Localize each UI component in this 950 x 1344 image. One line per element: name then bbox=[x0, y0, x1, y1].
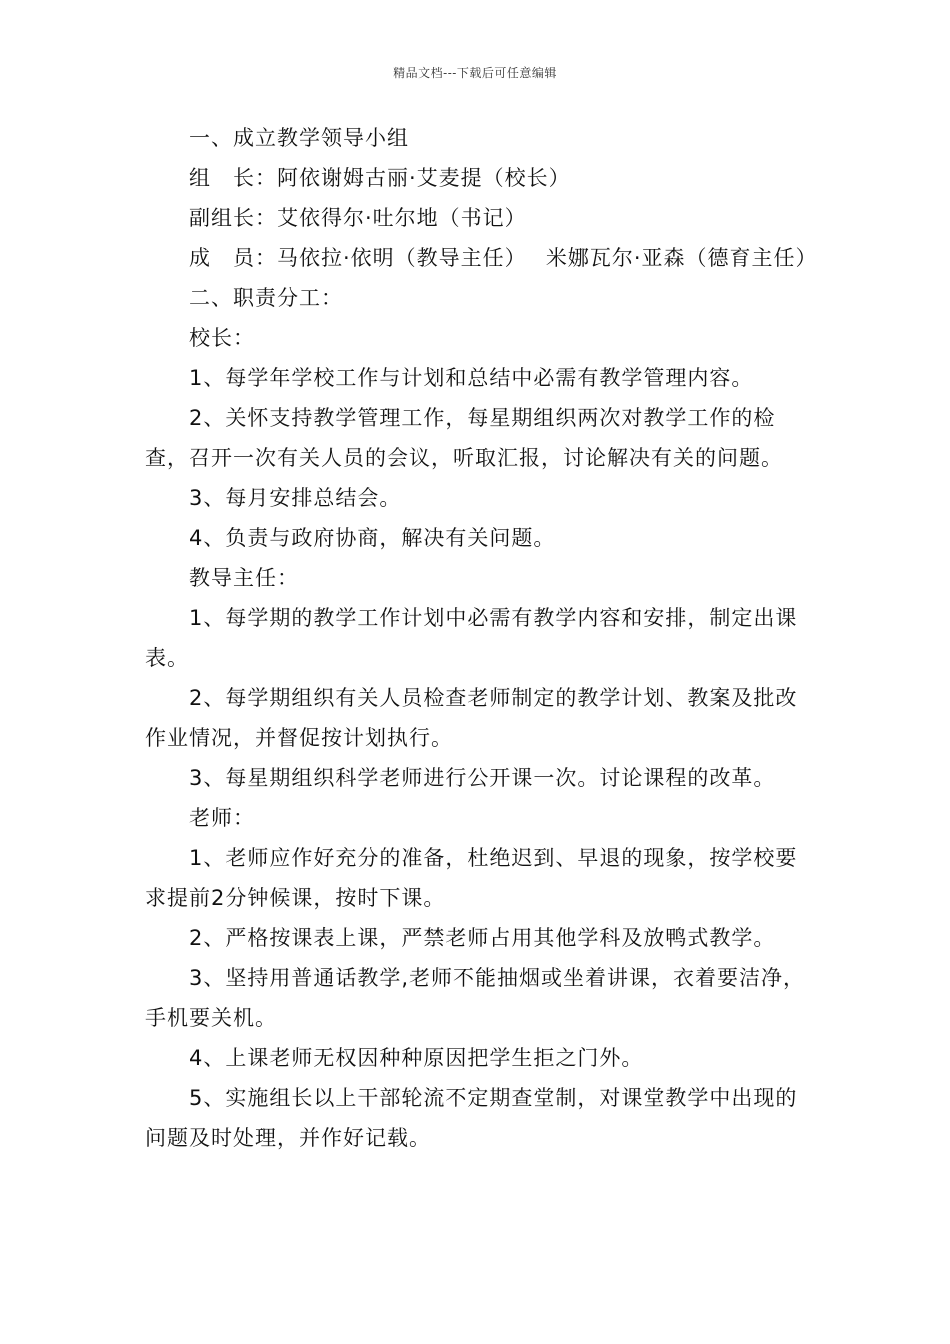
section-heading-leadership-group: 一、成立教学领导小组 bbox=[189, 126, 409, 150]
teacher-heading: 老师： bbox=[189, 806, 255, 830]
members-line: 成 员：马依拉·依明（教导主任） 米娜瓦尔·亚森（德育主任） bbox=[189, 246, 818, 270]
teacher-duty-3: 3、坚持用普通话教学,老师不能抽烟或坐着讲课，衣着要洁净，手机要关机。 bbox=[145, 966, 806, 1030]
teacher-duty-1: 1、老师应作好充分的准备，杜绝迟到、早退的现象，按学校要求提前2分钟候课，按时下课。 bbox=[145, 846, 798, 910]
deputy-leader-line: 副组长：艾依得尔·吐尔地（书记） bbox=[189, 206, 527, 230]
team-leader-line: 组 长：阿依谢姆古丽·艾麦提（校长） bbox=[189, 166, 571, 190]
principal-heading: 校长： bbox=[189, 326, 255, 350]
principal-duty-2: 2、关怀支持教学管理工作，每星期组织两次对教学工作的检查，召开一次有关人员的会议，听取汇报，讨论解决有关的问题。 bbox=[145, 406, 783, 470]
document-body bbox=[145, 118, 818, 1158]
teacher-duty-5: 5、实施组长以上干部轮流不定期查堂制，对课堂教学中出现的问题及时处理，并作好记载。 bbox=[145, 1086, 798, 1150]
principal-duty-4: 4、负责与政府协商，解决有关问题。 bbox=[189, 526, 556, 550]
page-header: 精品文档---下载后可任意编辑 bbox=[393, 66, 557, 80]
principal-duty-1: 1、每学年学校工作与计划和总结中必需有教学管理内容。 bbox=[189, 366, 754, 390]
teacher-duty-4: 4、上课老师无权因种种原因把学生拒之门外。 bbox=[189, 1046, 644, 1070]
section-heading-duties: 二、职责分工： bbox=[189, 286, 343, 310]
dean-duty-3: 3、每星期组织科学老师进行公开课一次。讨论课程的改革。 bbox=[189, 766, 776, 790]
dean-duty-1: 1、每学期的教学工作计划中必需有教学内容和安排，制定出课表。 bbox=[145, 606, 798, 670]
principal-duty-3: 3、每月安排总结会。 bbox=[189, 486, 402, 510]
dean-duty-2: 2、每学期组织有关人员检查老师制定的教学计划、教案及批改作业情况，并督促按计划执行。 bbox=[145, 686, 798, 750]
teacher-duty-2: 2、严格按课表上课，严禁老师占用其他学科及放鸭式教学。 bbox=[189, 926, 776, 950]
dean-heading: 教导主任： bbox=[189, 566, 299, 590]
